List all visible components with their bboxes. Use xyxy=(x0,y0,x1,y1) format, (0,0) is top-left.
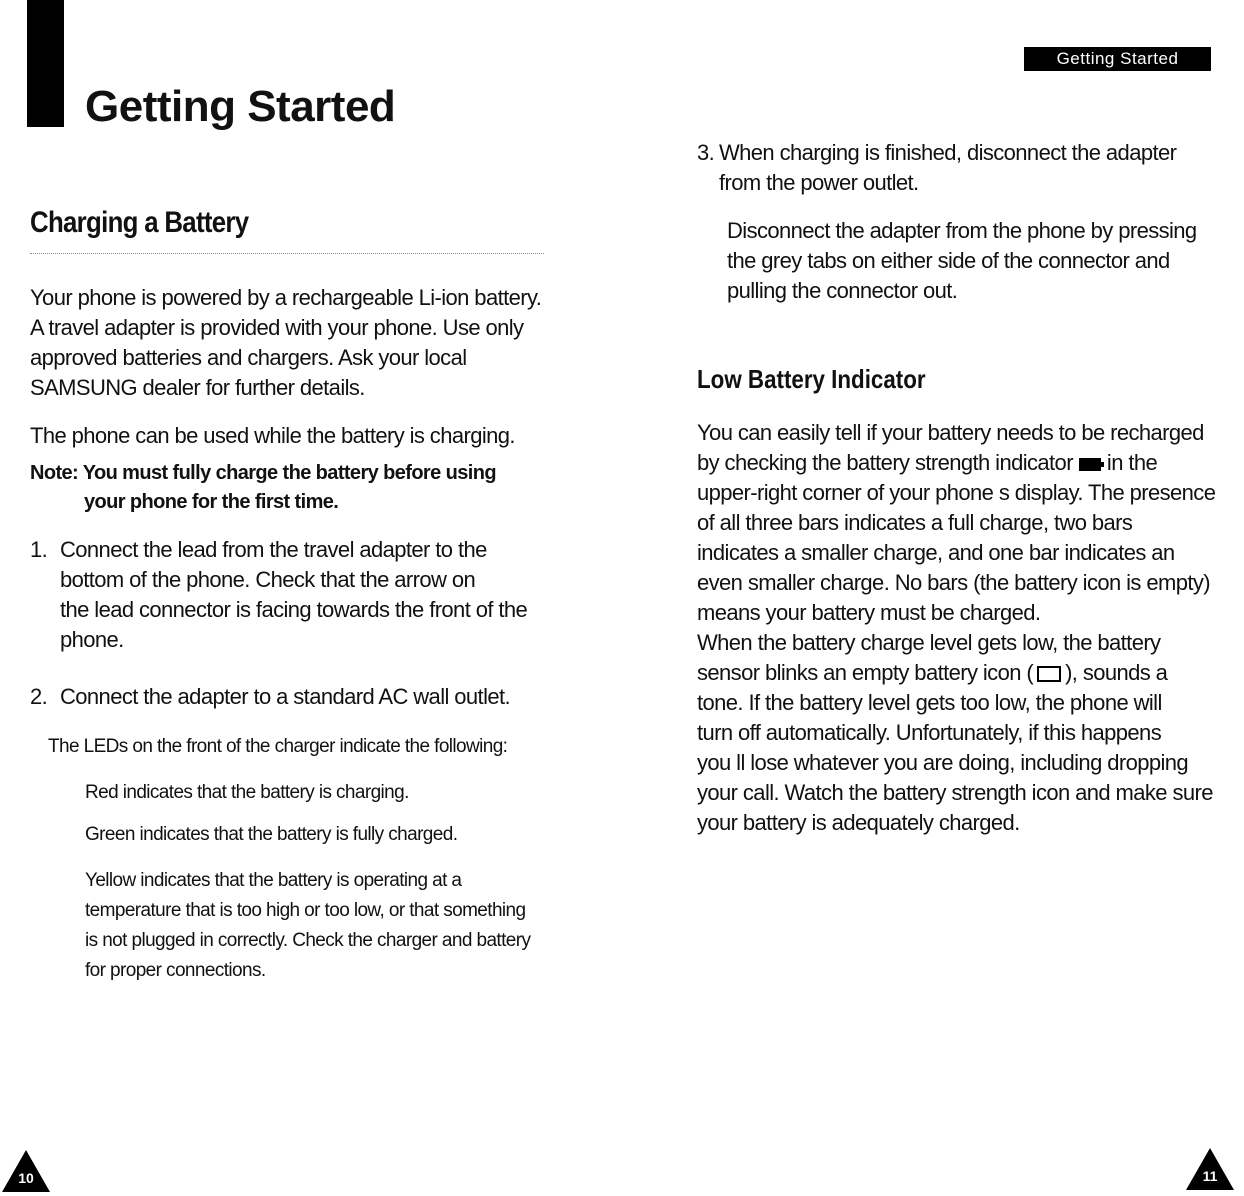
step-line: phone. xyxy=(60,627,124,652)
lb-line xyxy=(697,658,1217,688)
lb-line: You can easily tell if your battery needs to be recharged xyxy=(697,420,1204,445)
disconnect-detail xyxy=(727,216,1207,306)
disconnect-line: pulling the connector out. xyxy=(727,278,958,303)
step-line: bottom of the phone. Check that the arrow on xyxy=(60,567,476,592)
step-line: from the power outlet. xyxy=(719,170,919,195)
intro-line: Your phone is powered by a rechargeable Li-ion battery. xyxy=(30,285,542,310)
lb-line: tone. If the battery level gets too low, the phone will xyxy=(697,690,1162,715)
note-label: Note: xyxy=(30,462,79,484)
step-number: 3. xyxy=(697,140,715,165)
chapter-marker-bar xyxy=(27,0,64,127)
lb-line: indicates a smaller charge, and one bar indicates an xyxy=(697,540,1175,565)
lb-text: sensor blinks an empty battery icon ( xyxy=(697,660,1034,685)
lb-line: even smaller charge. No bars (the battery icon is empty) xyxy=(697,570,1210,595)
lb-line: means your battery must be charged. xyxy=(697,600,1041,625)
intro-line: A travel adapter is provided with your phone. Use only xyxy=(30,315,524,340)
led-yellow-line: temperature that is too high or too low, or that something xyxy=(85,900,526,921)
battery-empty-icon xyxy=(1037,666,1061,682)
step-line: the lead connector is facing towards the front of the xyxy=(60,597,528,622)
led-yellow-line: is not plugged in correctly. Check the charger and battery xyxy=(85,930,531,951)
disconnect-line: the grey tabs on either side of the connector and xyxy=(727,248,1170,273)
lb-text: in the xyxy=(1106,450,1158,475)
led-red-text: Red indicates that the battery is charging. xyxy=(85,782,409,803)
battery-full-icon xyxy=(1079,458,1101,471)
section-divider xyxy=(30,253,544,254)
page-number-left xyxy=(2,1150,50,1192)
led-yellow-text xyxy=(85,866,545,986)
lb-line: your call. Watch the battery strength icon and make sure xyxy=(697,780,1213,805)
lb-line: of all three bars indicates a full charge, two bars xyxy=(697,510,1133,535)
lb-text: ), sounds a xyxy=(1065,660,1168,685)
page-number-text: 11 xyxy=(1202,1168,1218,1184)
page-title: Getting Started xyxy=(85,82,396,131)
lb-line: your battery is adequately charged. xyxy=(697,810,1020,835)
step-line: Connect the lead from the travel adapter to the xyxy=(60,537,487,562)
lb-line: turn off automatically. Unfortunately, if this happens xyxy=(697,720,1162,745)
note-line: You must fully charge the battery before using xyxy=(82,462,496,484)
intro-line: SAMSUNG dealer for further details. xyxy=(30,375,365,400)
intro-paragraph xyxy=(30,283,560,403)
step-2 xyxy=(30,682,550,712)
low-battery-paragraph xyxy=(697,418,1217,838)
charging-use-text: The phone can be used while the battery is charging. xyxy=(30,423,515,448)
lb-line xyxy=(697,448,1217,478)
step-number: 1. xyxy=(30,537,48,562)
step-number: 2. xyxy=(30,684,48,709)
lb-text: by checking the battery strength indicator xyxy=(697,450,1073,475)
step-line: Connect the adapter to a standard AC wall outlet. xyxy=(60,684,511,709)
chapter-header-tab: Getting Started xyxy=(1024,47,1211,71)
leds-intro-text: The LEDs on the front of the charger indicate the following: xyxy=(48,736,508,757)
led-green-text: Green indicates that the battery is fully charged. xyxy=(85,824,458,845)
intro-line: approved batteries and chargers. Ask your local xyxy=(30,345,467,370)
page-number-text: 10 xyxy=(18,1170,34,1186)
led-yellow-line: for proper connections. xyxy=(85,960,266,981)
step-line: When charging is finished, disconnect the adapter xyxy=(719,140,1177,165)
section-heading: Charging a Battery xyxy=(30,206,249,239)
note-block xyxy=(30,459,560,517)
page-number-right xyxy=(1186,1148,1234,1190)
note-line: your phone for the first time. xyxy=(84,491,339,513)
lb-line: you ll lose whatever you are doing, including dropping xyxy=(697,750,1189,775)
step-1 xyxy=(30,535,550,655)
led-yellow-line: Yellow indicates that the battery is operating at a xyxy=(85,870,462,891)
step-3 xyxy=(697,138,1217,198)
low-battery-heading: Low Battery Indicator xyxy=(697,364,926,394)
disconnect-line: Disconnect the adapter from the phone by pressing xyxy=(727,218,1197,243)
lb-line: When the battery charge level gets low, the battery xyxy=(697,630,1161,655)
lb-line: upper-right corner of your phone s display. The presence xyxy=(697,480,1216,505)
